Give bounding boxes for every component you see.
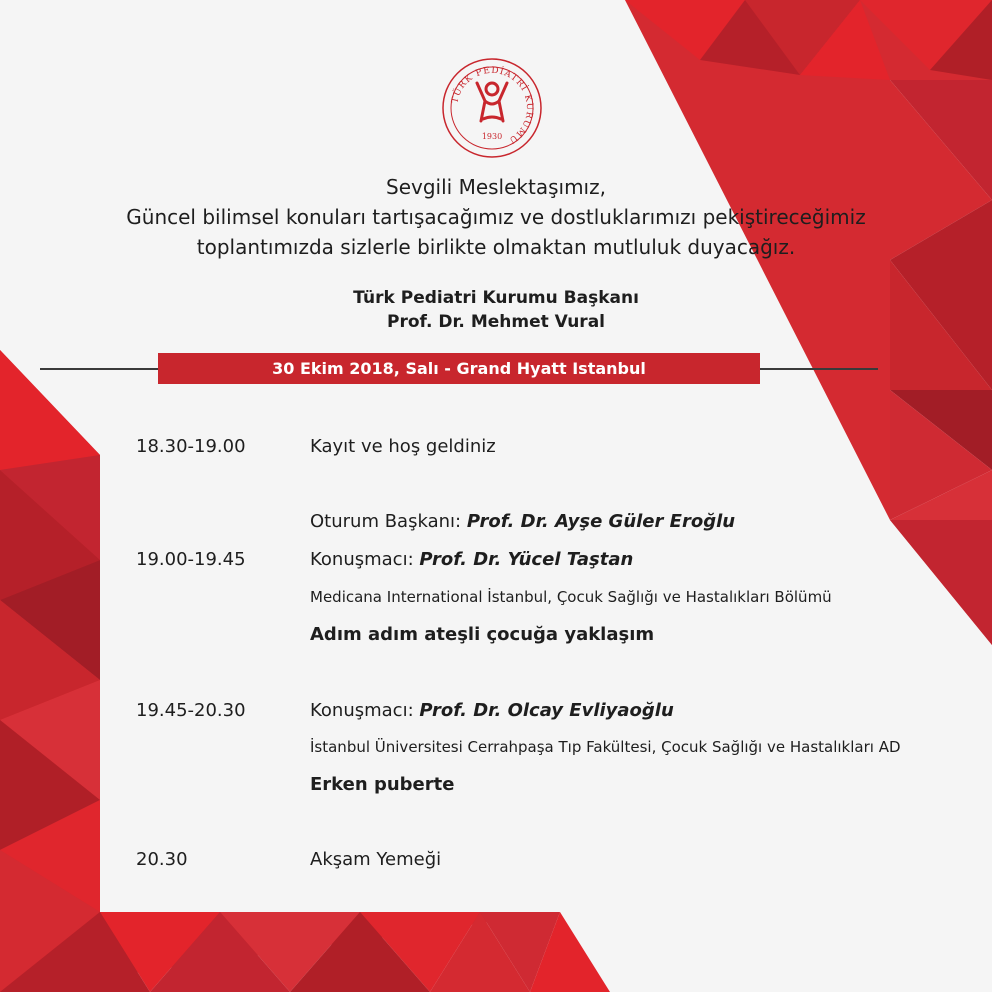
session-4-title: Akşam Yemeği [310, 849, 442, 870]
signature [0, 286, 992, 334]
session-2-speaker [310, 549, 633, 570]
session-3-time: 19.45-20.30 [136, 700, 246, 721]
signature-name: Prof. Dr. Mehmet Vural [387, 312, 605, 332]
chair-label: Oturum Başkanı: [310, 511, 462, 532]
session-2-chair [310, 511, 735, 532]
greeting-line-2: Güncel bilimsel konuları tartışacağımız ve dostluklarımızı pekiştireceğimiz [126, 205, 866, 229]
session-2-time: 19.00-19.45 [136, 549, 246, 570]
session-2-affiliation: Medicana International İstanbul, Çocuk Sağlığı ve Hastalıkları Bölümü [310, 588, 832, 606]
event-date-banner: 30 Ekim 2018, Salı - Grand Hyatt Istanbul [158, 353, 760, 384]
session-3-speaker [310, 700, 674, 721]
chair-name: Prof. Dr. Ayşe Güler Eroğlu [466, 511, 736, 532]
svg-text:TÜRK PEDİATRİ KURUMU: TÜRK PEDİATRİ KURUMU [450, 65, 535, 146]
session-1-title: Kayıt ve hoş geldiniz [310, 436, 496, 457]
session-1-time: 18.30-19.00 [136, 436, 246, 457]
session-3-topic: Erken puberte [310, 774, 455, 795]
speaker-name: Prof. Dr. Yücel Taştan [419, 549, 634, 570]
greeting-line-3: toplantımızda sizlerle birlikte olmaktan mutluluk duyacağız. [196, 235, 796, 259]
greeting-line-1: Sevgili Meslektaşımız, [386, 175, 606, 199]
session-3-affiliation: İstanbul Üniversitesi Cerrahpaşa Tıp Fakültesi, Çocuk Sağlığı ve Hastalıkları AD [310, 738, 901, 756]
greeting-text [0, 172, 992, 262]
svg-text:1930: 1930 [481, 132, 503, 141]
session-4-time: 20.30 [136, 849, 188, 870]
speaker-name: Prof. Dr. Olcay Evliyaoğlu [419, 700, 674, 721]
speaker-label: Konuşmacı: [310, 549, 414, 570]
session-2-topic: Adım adım ateşli çocuğa yaklaşım [310, 624, 655, 645]
turk-pediatri-logo [441, 57, 543, 159]
speaker-label: Konuşmacı: [310, 700, 414, 721]
signature-title: Türk Pediatri Kurumu Başkanı [353, 288, 639, 308]
